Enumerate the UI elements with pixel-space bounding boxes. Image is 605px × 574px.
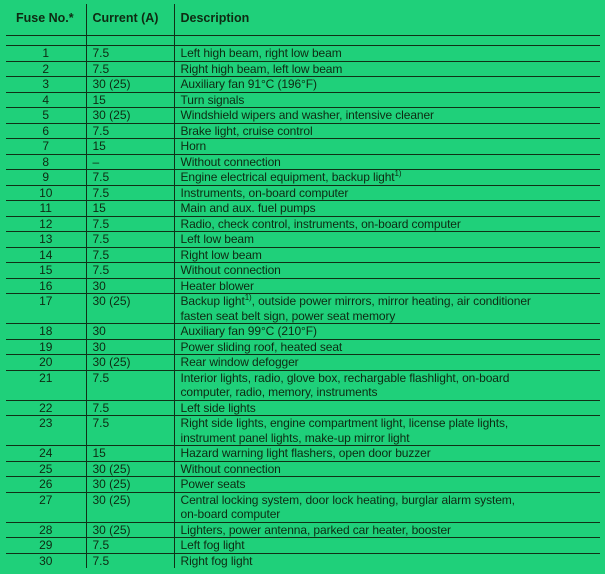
table-row [6, 232, 600, 248]
current-cell: 7.5 [86, 416, 174, 446]
fuse-number-cell: 7 [6, 139, 86, 155]
fuse-number-cell: 8 [6, 154, 86, 170]
fuse-number-cell: 3 [6, 77, 86, 93]
description-cell [174, 216, 600, 232]
description-cell [174, 247, 600, 263]
description-line: Interior lights, radio, glove box, rechargable flashlight, on-board [180, 370, 510, 385]
description-cell [174, 492, 600, 522]
table-row [6, 154, 600, 170]
table-row [6, 416, 600, 446]
table-row [6, 553, 600, 568]
current-cell: 15 [86, 446, 174, 462]
description-cell [174, 446, 600, 462]
description-cell [174, 170, 600, 186]
description-line: Lighters, power antenna, parked car heater, booster [180, 522, 451, 537]
fuse-number-cell: 14 [6, 247, 86, 263]
fuse-number-cell: 21 [6, 370, 86, 400]
description-cell [174, 477, 600, 493]
description-cell [174, 77, 600, 93]
table-row [6, 216, 600, 232]
current-cell: 7.5 [86, 46, 174, 62]
current-cell: 30 [86, 324, 174, 340]
current-cell: 15 [86, 139, 174, 155]
current-cell: 7.5 [86, 538, 174, 554]
current-cell: 7.5 [86, 232, 174, 248]
table-row [6, 400, 600, 416]
description-cell [174, 123, 600, 139]
fuse-number-cell: 4 [6, 92, 86, 108]
table-row [6, 324, 600, 340]
description-cell [174, 553, 600, 568]
fuse-number-cell: 6 [6, 123, 86, 139]
fuse-number-cell: 19 [6, 339, 86, 355]
description-line: Heater blower [180, 278, 254, 293]
current-cell: 7.5 [86, 247, 174, 263]
description-cell [174, 355, 600, 371]
table-row [6, 522, 600, 538]
description-line: Windshield wipers and washer, intensive cleaner [180, 108, 434, 122]
fuse-number-cell: 25 [6, 461, 86, 477]
table-spacer [6, 36, 600, 46]
current-cell: 30 [86, 278, 174, 294]
description-line: Main and aux. fuel pumps [180, 201, 316, 215]
description-cell [174, 278, 600, 294]
fuse-number-cell: 24 [6, 446, 86, 462]
table-row [6, 77, 600, 93]
description-line: Brake light, cruise control [180, 123, 313, 138]
fuse-number-cell: 22 [6, 400, 86, 416]
description-line: Power sliding roof, heated seat [180, 339, 343, 354]
fuse-number-cell: 5 [6, 108, 86, 124]
table-row [6, 123, 600, 139]
table-row [6, 538, 600, 554]
fuse-number-cell: 28 [6, 522, 86, 538]
fuse-number-cell: 27 [6, 492, 86, 522]
table-row [6, 446, 600, 462]
table-row [6, 339, 600, 355]
description-cell [174, 370, 600, 400]
description-line: Central locking system, door lock heating, burglar alarm system, [180, 492, 515, 507]
current-cell: 7.5 [86, 400, 174, 416]
description-cell [174, 154, 600, 170]
description-cell [174, 461, 600, 477]
current-cell: 7.5 [86, 185, 174, 201]
description-line: Rear window defogger [180, 355, 299, 369]
description-cell [174, 416, 600, 446]
description-cell [174, 201, 600, 217]
table-row [6, 355, 600, 371]
description-line: instrument panel lights, make-up mirror light [180, 430, 410, 445]
current-cell: 7.5 [86, 263, 174, 279]
current-cell: 30 (25) [86, 477, 174, 493]
description-line: Without connection [180, 154, 281, 169]
fuse-number-cell: 23 [6, 416, 86, 446]
description-line: Radio, check control, instruments, on-board computer [180, 216, 461, 231]
description-cell [174, 108, 600, 124]
fuse-table [6, 4, 600, 568]
description-line: Left fog light [180, 538, 245, 552]
fuse-number-cell: 9 [6, 170, 86, 186]
current-cell: 15 [86, 201, 174, 217]
current-cell: 7.5 [86, 553, 174, 568]
fuse-number-cell: 10 [6, 185, 86, 201]
table-row [6, 492, 600, 522]
current-cell: 30 (25) [86, 492, 174, 522]
description-line: Right fog light [180, 553, 253, 568]
table-row [6, 139, 600, 155]
fuse-number-cell: 12 [6, 216, 86, 232]
description-line: Right high beam, left low beam [180, 61, 343, 76]
description-line: Engine electrical equipment, backup light$^{1)}$ [180, 169, 402, 184]
table-row [6, 201, 600, 217]
description-line: Right low beam [180, 247, 262, 262]
current-cell: 7.5 [86, 370, 174, 400]
fuse-number-cell: 2 [6, 61, 86, 77]
current-cell: 30 (25) [86, 461, 174, 477]
description-line: Backup light$^{1)}$, outside power mirrors, mirror heating, air conditioner [180, 293, 531, 308]
description-line: Without connection [180, 263, 281, 277]
description-cell [174, 324, 600, 340]
description-cell [174, 232, 600, 248]
current-cell: 30 (25) [86, 355, 174, 371]
description-cell [174, 92, 600, 108]
table-row [6, 92, 600, 108]
description-line: Left low beam [180, 232, 254, 246]
description-line: Right side lights, engine compartment light, license plate lights, [180, 416, 509, 430]
fuse-table-body [6, 36, 600, 569]
description-line: Auxiliary fan 91°C (196°F) [180, 77, 317, 91]
current-cell: 15 [86, 92, 174, 108]
table-row [6, 46, 600, 62]
current-cell: – [86, 154, 174, 170]
header-description: Description [174, 4, 600, 36]
header-current: Current (A) [86, 4, 174, 36]
description-line: fasten seat belt sign, power seat memory [180, 308, 396, 323]
description-line: Power seats [180, 477, 246, 491]
table-row [6, 108, 600, 124]
description-cell [174, 263, 600, 279]
fuse-number-cell: 16 [6, 278, 86, 294]
fuse-number-cell: 18 [6, 324, 86, 340]
header-fuse-no: Fuse No.* [6, 4, 86, 36]
description-cell [174, 294, 600, 324]
fuse-number-cell: 17 [6, 294, 86, 324]
description-cell [174, 61, 600, 77]
current-cell: 7.5 [86, 170, 174, 186]
current-cell: 30 [86, 339, 174, 355]
table-row [6, 61, 600, 77]
description-cell [174, 522, 600, 538]
fuse-number-cell: 30 [6, 553, 86, 568]
description-line: Left side lights [180, 400, 256, 415]
description-line: computer, radio, memory, instruments [180, 385, 378, 399]
fuse-number-cell: 1 [6, 46, 86, 62]
table-row [6, 263, 600, 279]
description-cell [174, 538, 600, 554]
description-line: Instruments, on-board computer [180, 185, 349, 200]
table-row [6, 247, 600, 263]
fuse-number-cell: 26 [6, 477, 86, 493]
description-line: Turn signals [180, 92, 245, 107]
fuse-number-cell: 13 [6, 232, 86, 248]
description-cell [174, 400, 600, 416]
fuse-number-cell: 15 [6, 263, 86, 279]
current-cell: 7.5 [86, 216, 174, 232]
description-line: Auxiliary fan 99°C (210°F) [180, 324, 317, 338]
description-cell [174, 185, 600, 201]
current-cell: 7.5 [86, 123, 174, 139]
current-cell: 30 (25) [86, 77, 174, 93]
table-row [6, 185, 600, 201]
description-line: Left high beam, right low beam [180, 46, 342, 60]
table-row [6, 461, 600, 477]
fuse-number-cell: 20 [6, 355, 86, 371]
table-row [6, 294, 600, 324]
fuse-number-cell: 29 [6, 538, 86, 554]
description-line: Without connection [180, 461, 281, 476]
table-row [6, 477, 600, 493]
table-row [6, 370, 600, 400]
current-cell: 30 (25) [86, 522, 174, 538]
description-line: Horn [180, 139, 207, 153]
description-cell [174, 46, 600, 62]
description-cell [174, 339, 600, 355]
header-row [6, 4, 600, 36]
table-row [6, 278, 600, 294]
description-line: Hazard warning light flashers, open door buzzer [180, 446, 431, 460]
description-line: on-board computer [180, 507, 281, 521]
table-row [6, 170, 600, 186]
current-cell: 30 (25) [86, 108, 174, 124]
current-cell: 30 (25) [86, 294, 174, 324]
current-cell: 7.5 [86, 61, 174, 77]
description-cell [174, 139, 600, 155]
fuse-number-cell: 11 [6, 201, 86, 217]
